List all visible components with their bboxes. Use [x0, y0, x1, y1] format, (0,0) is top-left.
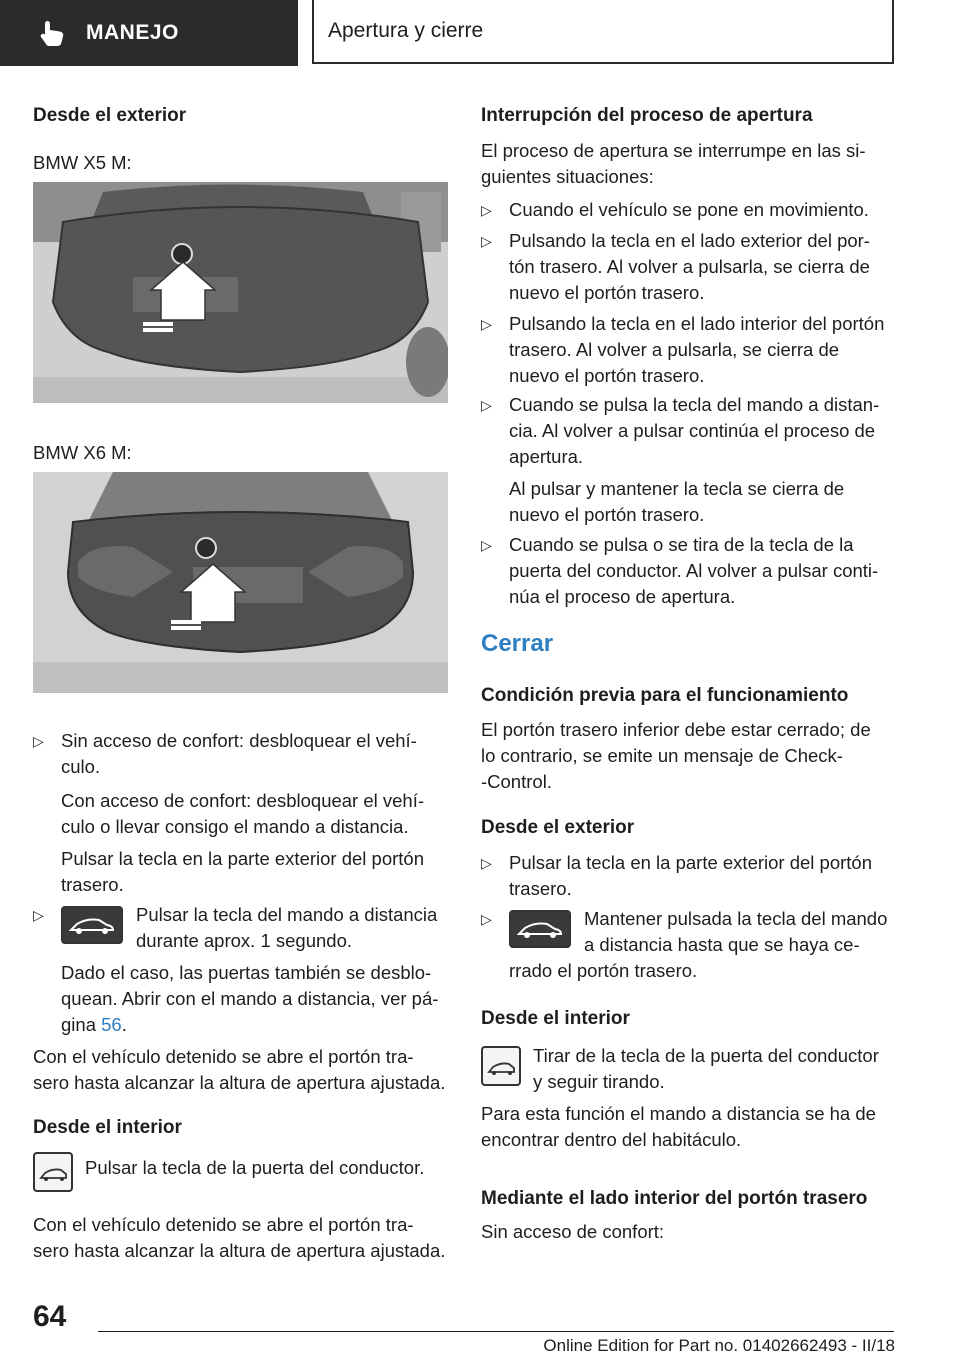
paragraph: Con el vehículo detenido se abre el portón tra- — [33, 1214, 414, 1235]
section-label: MANEJO — [86, 21, 179, 44]
heading-interrupcion: Interrupción del proceso de apertura — [481, 105, 813, 126]
bullet-text: Pulsando la tecla en el lado interior del portón — [509, 313, 885, 334]
x6-tailgate-photo — [33, 472, 448, 693]
bullet-text: durante aprox. 1 segundo. — [136, 930, 352, 951]
bullet-text: trasero. — [509, 878, 572, 899]
heading-condicion: Condición previa para el funcionamiento — [481, 685, 849, 706]
bullet-text: quean. Abrir con el mando a distancia, ver pá- — [61, 988, 439, 1009]
paragraph: -Control. — [481, 771, 552, 792]
hand-pointer-icon — [36, 16, 70, 50]
bullet-text: culo o llevar consigo el mando a distancia. — [61, 816, 409, 837]
bullet-text: Pulsar la tecla del mando a distancia — [136, 904, 438, 925]
bullet-text: Sin acceso de confort: desbloquear el vehí- — [61, 730, 417, 751]
bullet-text: Al pulsar y mantener la tecla se cierra de — [509, 478, 845, 499]
bullet-text: Con acceso de confort: desbloquear el vehí- — [61, 790, 425, 811]
paragraph: sero hasta alcanzar la altura de apertura ajustada. — [33, 1240, 446, 1261]
bullet-text: apertura. — [509, 446, 584, 467]
page-link-56[interactable]: 56 — [101, 1014, 122, 1035]
bullet-text: Cuando se pulsa o se tira de la tecla de la — [509, 534, 854, 555]
bullet-text: Cuando el vehículo se pone en movimiento. — [509, 199, 869, 220]
door-button-icon — [481, 1046, 521, 1086]
bullet-text: rrado el portón trasero. — [509, 960, 698, 981]
bullet-text: nuevo el portón trasero. — [509, 365, 705, 386]
bullet-text: Mantener pulsada la tecla del mando — [584, 908, 888, 929]
bullet-marker: ▷ — [481, 855, 492, 871]
model-x6-label: BMW X6 M: — [33, 442, 132, 463]
section-tab — [0, 0, 298, 66]
paragraph: lo contrario, se emite un mensaje de Check- — [481, 745, 843, 766]
paragraph: El portón trasero inferior debe estar cerrado; de — [481, 719, 871, 740]
paragraph: guientes situaciones: — [481, 166, 654, 187]
bullet-marker: ▷ — [481, 397, 492, 413]
bullet-text: nuevo el portón trasero. — [509, 282, 705, 303]
section-title-cerrar: Cerrar — [481, 630, 554, 657]
bullet-text: núa el proceso de apertura. — [509, 586, 736, 607]
paragraph: Sin acceso de confort: — [481, 1221, 665, 1242]
heading-desde-interior: Desde el interior — [33, 1117, 182, 1138]
bullet-text: trasero. — [61, 874, 124, 895]
interior-text: Tirar de la tecla de la puerta del conductor — [533, 1045, 879, 1066]
bullet-text: puerta del conductor. Al volver a pulsar conti- — [509, 560, 879, 581]
paragraph: Con el vehículo detenido se abre el portón tra- — [33, 1046, 414, 1067]
paragraph: encontrar dentro del habitáculo. — [481, 1129, 742, 1150]
interior-text: y seguir tirando. — [533, 1071, 665, 1092]
bullet-marker: ▷ — [481, 202, 492, 218]
bullet-text: nuevo el portón trasero. — [509, 504, 705, 525]
bullet-marker: ▷ — [481, 316, 492, 332]
bullet-marker: ▷ — [33, 733, 44, 749]
bullet-text: trasero. Al volver a pulsarla, se cierra de — [509, 339, 840, 360]
bullet-marker: ▷ — [481, 233, 492, 249]
paragraph: El proceso de apertura se interrumpe en las si- — [481, 140, 866, 161]
chapter-tab — [312, 0, 894, 64]
x5-tailgate-illustration — [33, 182, 448, 403]
bullet-marker: ▷ — [481, 537, 492, 553]
page-number: 64 — [33, 1300, 67, 1333]
footer-rule — [98, 1331, 894, 1332]
bullet-text: Pulsando la tecla en el lado exterior del por- — [509, 230, 870, 251]
edition-text: Online Edition for Part no. 01402662493 - II/18 — [543, 1336, 895, 1355]
remote-key-tailgate-icon — [61, 906, 123, 944]
bullet-text: Dado el caso, las puertas también se desblo- — [61, 962, 432, 983]
bullet-marker: ▷ — [33, 907, 44, 923]
x5-tailgate-photo — [33, 182, 448, 403]
heading-desde-exterior-cerrar: Desde el exterior — [481, 817, 635, 838]
paragraph: Para esta función el mando a distancia se ha de — [481, 1103, 876, 1124]
chapter-label: Apertura y cierre — [328, 19, 484, 42]
paragraph: sero hasta alcanzar la altura de apertura ajustada. — [33, 1072, 446, 1093]
bullet-text: a distancia hasta que se haya ce- — [584, 934, 860, 955]
bullet-text: Cuando se pulsa la tecla del mando a distan- — [509, 394, 880, 415]
heading-lado-interior: Mediante el lado interior del portón trasero — [481, 1188, 868, 1209]
heading-desde-interior-cerrar: Desde el interior — [481, 1008, 630, 1029]
door-button-icon — [33, 1152, 73, 1192]
bullet-text: culo. — [61, 756, 101, 777]
bullet-text: Pulsar la tecla en la parte exterior del portón — [61, 848, 425, 869]
bullet-text: Pulsar la tecla en la parte exterior del portón — [509, 852, 873, 873]
bullet-text: cia. Al volver a pulsar continúa el proceso de — [509, 420, 876, 441]
interior-text: Pulsar la tecla de la puerta del conductor. — [85, 1157, 425, 1178]
heading-desde-exterior: Desde el exterior — [33, 105, 187, 126]
bullet-text: tón trasero. Al volver a pulsarla, se cierra de — [509, 256, 870, 277]
bullet-marker: ▷ — [481, 911, 492, 927]
remote-key-tailgate-icon — [509, 910, 571, 948]
model-x5-label: BMW X5 M: — [33, 152, 132, 173]
bullet-text: gina 56. — [61, 1014, 127, 1035]
x6-tailgate-illustration — [33, 472, 448, 693]
